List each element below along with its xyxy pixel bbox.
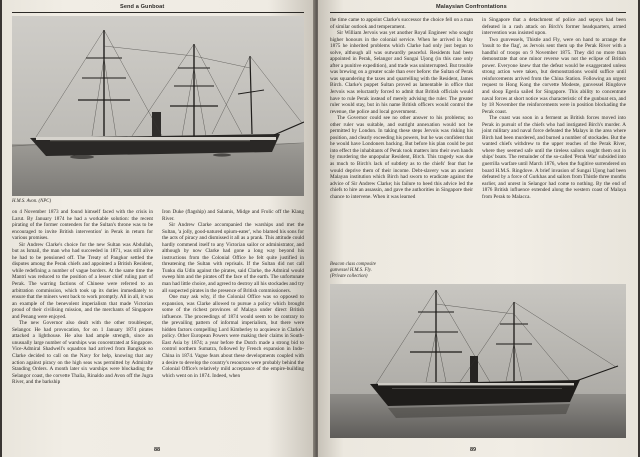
paragraph: the time came to appoint Clarke's successor the choice fell on a man of similar outlook and temperament. [330,17,473,30]
paragraph: The new Governor also dealt with the other troublespot, Selangor. He had provocation, for on 1 January 1874 pirates attacked a lighthouse. He also had ample strength, since an unusually large number of warships was concentrated at Singapore. Vice-Admiral Shadwell's squadron had arrived from Bangkok so Clarke decided to call on the Navy for help, knowing that any action against piracy on the high seas was permitted by Admiralty Standing Orders. A month later six warships were blockading the Selangor coast, the corvette Thalia, Rinaldo and Avon off the Jugra River, and the barkship [12,320,153,386]
left-header-rule [12,12,304,13]
paragraph: The Governor could see no other answer to his problems; no other ruler was suitable, and outright annexation would not be permitted by London. In taking these steps Jervois was risking his position, and clearly exceeding his powers, but he was confident that he would have Londoners backing. But before his plan could be put into effect the inhabitants of Perak took matters into their own hands by murdering the unpopular Resident, Birch. This tragedy was due as much to Birch's lack of subtlety as to the chiefs' fear that he would deprive them of their income. Debt-slavery was an ancient Malayan institution which Birch had sworn to eradicate against the advice of Sir Andrew Clarke; his failure to heed this advice led the chiefs to hire an assassin, and gave the authorities in Singapore their chance to intervene. When it was learned [330,115,473,200]
left-page-column-1 [12,209,153,386]
ship-photo-fly [330,284,626,438]
paragraph: in Singapore that a detachment of police and sepoys had been defeated in a rash attack on Birch's former headquarters, armed intervention was insisted upon. [482,17,626,37]
sailing-warship-image [12,16,304,196]
right-photo-caption [330,262,410,279]
paragraph: Sir Andrew Clarke accompanied the warships and met the Sultan, 'a jolly, good-natured opium-eater', who blamed his sons for the acts of piracy and dismissed it all as a prank. This attitude could hardly commend itself to any Victorian sailor or administrator, and although by now Clarke had gone a long way beyond his instructions from the Colonial Office he felt quite justified in threatening the Sultan with reprisals. If the Sultan did not call Tunku dia Udin against the pirates, said Clarke, the Admiral would sweep him and the pirates off the face of the earth. The unfortunate man had little choice, and agreed to destroy all his stockades and try all suspected pirates in the presence of British commissioners. [162,222,304,294]
caption-line: (Private collection) [330,273,368,279]
paragraph: on 4 November 1873 and found himself faced with the crisis in Larut. By January 1874 he had a workable solution: the recent pirating of the former contenders for the Sultan's throne was to be encouraged to invite British intervention' in Perak in return for various promises. [12,209,153,242]
left-photo-caption: H.M.S. Avon. (NPC) [12,199,52,204]
right-page-column-2 [482,17,626,200]
right-page [318,0,638,457]
left-page-number: 88 [154,447,161,453]
paragraph: The coast was soon in a ferment as British forces moved into Perak in pursuit of the chiefs who had instigated Birch's murder. A joint military and naval force defeated the Malays in the area where Birch had been murdered, and burned a number of stockades. But the wanted chiefs withdrew to the upper reaches of the Perak River, where they seemed safe until the tireless sailors sought them out in ships' boats. The remainder of the so-called 'Perak War' subsided into guerrilla warfare until March 1876, when the fugitive surrendered on board H.M.S. Ringdove. A brief invasion of Sungai Ujong had been defeated by a force of Gurkhas and sailors from Thistle three months earlier, and unrest in Selangor had come to nothing. By the end of 1876 British influence extended along the western coast of Malaya from Perak to Malacca. [482,115,626,200]
ship-photo-avon [12,16,304,196]
right-page-column-1 [330,17,473,200]
caption-line: Beacon class composite [330,262,376,267]
left-page [2,0,315,457]
left-page-column-2 [162,209,304,379]
right-page-number: 89 [470,447,477,453]
paragraph: One may ask why, if the Colonial Office was so opposed to expansion, was Clarke allowed to pursue a policy which brought some of the richest provinces of Malaya under direct British influence. The proceedings of 1874 would seem to be contrary to the prevailing pattern of informal imperialism, but there were hidden factors compelling Lord Kimberley to acquiesce in Clarke's policy. Other European Powers were making their claims in South-East Asia by 1874; a year before the Dutch made a strong bid to control northern Sumatra, followed by French expansion in Indo-China in 1874. Vague fears about these developments coupled with a desire to develop the country's resources were probably behind the Colonial Office's relatively mild acceptance of the empire-building which went on in 1874. Indeed, when [162,294,304,379]
paragraph: Two gunvessels, Thistle and Fly, were on hand to arrange the 'insult to the flag', as Jervois sent them up the Perak River with a handful of troops on 9 November 1875. They did no more than demonstrate that one minor reverse was not the eclipse of British power. Everyone knew that the defeat would be exaggerated unless strong action were taken, but demonstrations would suffice until reinforcements arrived from the China Station. Following an urgent request to Hong Kong the corvette Modeste, gunvessel Ringdove and sloop Egeria sailed for Singapore. This ability to concentrate naval forces at short notice was characteristic of the gunboat era, and by 18 November the reinforcements were in position blockading the Perak coast. [482,36,626,115]
left-running-head: Send a Gunboat [120,4,165,10]
paragraph: Sir Andrew Clarke's choice for the new Sultan was Abdullah, but as Ismail, the man who had succeeded in 1871, was still alive he had to be pensioned off. The Treaty of Pangkor settled the disputes among the Perak chiefs and appointed a British Resident, while redefining a number of vague borders. At the same time the Mantri was reduced to the position of a lesser chief ruling part of Perak. The warring factions of Chinese were referred to an arbitration commission, which took up its duties immediately to ensure that the miners went back to work promptly. All in all, it was an example of the benevolent imperialism that made Victorian proud of their civilising mission, and the merchants of Singapore and Penang were enjoyed. [12,241,153,320]
paragraph: Sir William Jervois was yet another Royal Engineer who sought higher honours in the colonial service. When he arrived in May 1875 he inherited problems which Clarke had only just begun to solve, although all was outwardly peaceful. Residents had been appointed in Perak, Selangor and Sungai Ujong (in this case only after a punitive expedition), and trade was uninterrupted. But trouble was brewing on a greater scale than ever before: the Sultan of Perak was squandering the taxes and quarrelling with the Resident, James Birch. Clarke's puppet Sultan proved as lamentable in office that Jervois was reluctantly forced to admit that British officials would have to rule Perak instead of merely advising the ruler. The greater ruler would stay, but in his name British officers would control the revenue, the police and local government. [330,30,473,115]
right-header-rule [330,12,626,13]
caption-line: gunvessel H.M.S. Fly. [330,267,372,273]
paragraph: Iron Duke (flagship) and Salamis, Midge and Frolic off the Klang River. [162,209,304,222]
gunvessel-image [330,284,626,438]
right-running-head: Malaysian Confrontations [436,4,507,10]
